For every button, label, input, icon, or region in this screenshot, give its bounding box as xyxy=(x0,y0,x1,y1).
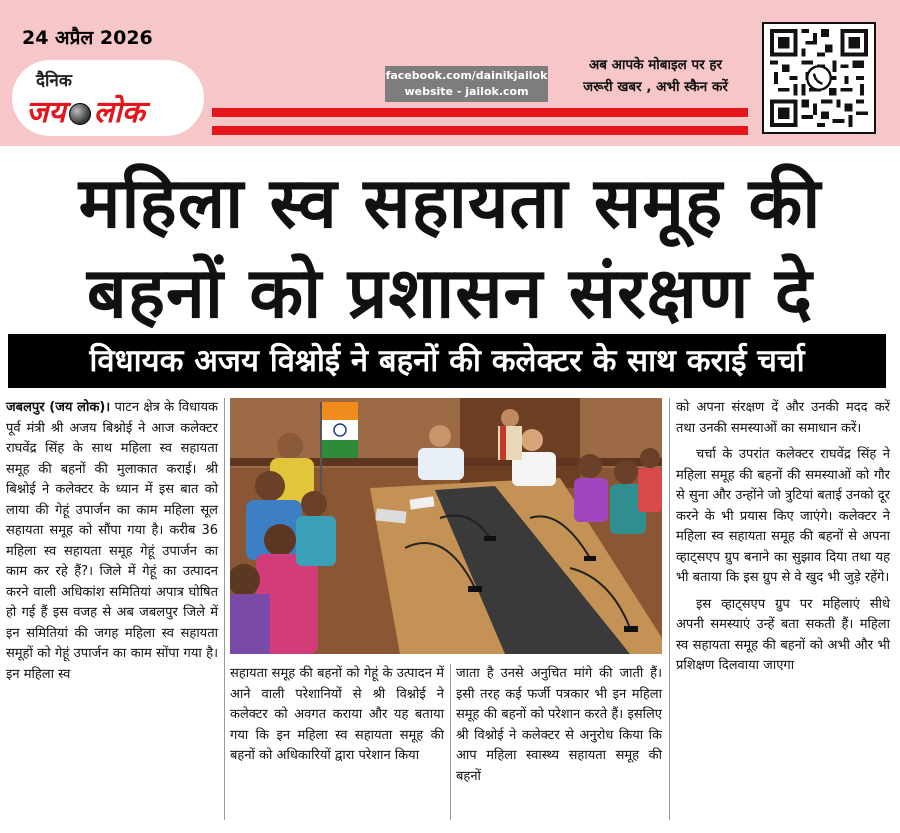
website-link[interactable]: website - jailok.com xyxy=(404,85,529,98)
globe-icon xyxy=(69,103,91,125)
qr-code-icon xyxy=(769,29,869,127)
article-text-mid-2: जाता है उनसे अनुचित मांगे की जाती हैं। इसी तरह कई फर्जी पत्रकार भी इन महिला समूह की बहनों को परेशान करते हैं। इसलिए श्री विश्नोई ने कलेक्टर से अनुरोध किया कि आप महिला स्वास्थ्य सहायता समूह की बहनों xyxy=(456,666,662,784)
promo-line-1: अब आपके मोबाइल पर हर xyxy=(588,57,723,73)
promo-line-2: जरूरी खबर , अभी स्कैन करें xyxy=(583,79,728,95)
masthead xyxy=(0,0,900,146)
logo-word-jay: जय xyxy=(26,95,66,130)
meeting-photo-image xyxy=(230,398,662,654)
issue-date: 24 अप्रैल 2026 xyxy=(22,27,153,49)
facebook-link[interactable]: facebook.com/dainikjailok xyxy=(385,69,548,82)
article-column-middle-2 xyxy=(456,664,662,787)
column-divider xyxy=(450,664,451,820)
column-divider xyxy=(669,398,670,820)
logo-word-lok: लोक xyxy=(93,95,145,130)
headline-line-1: महिला स्व सहायता समूह की xyxy=(78,162,822,244)
scan-promo xyxy=(558,54,753,98)
article-column-right xyxy=(676,398,890,677)
dateline: जबलपुर (जय लोक)। xyxy=(6,400,111,415)
article-text-right-1: को अपना संरक्षण दें और उनकी मदद करें तथा उनकी समस्याओं का समाधान करें। xyxy=(676,400,890,436)
newspaper-logo[interactable] xyxy=(12,60,204,136)
article-text-right-2: चर्चा के उपरांत कलेक्टर राघवेंद्र सिंह ने महिला समूह की बहनों की समस्याओं को गौर से सुना और उन्होंने जो त्रुटियां बताई उनको दूर करने के भी प्रयास किए जाएंगे। कलेक्टर ने महिला स्व सहायता समूह की बहनों से अपना व्हाट्सएप ग्रुप बनाने का सुझाव दिया तथा यह भी बताया कि इस ग्रुप से वे खुद भी जुड़े रहेंगे। xyxy=(676,447,890,585)
article-paragraph xyxy=(6,398,218,685)
article-text-left: पाटन क्षेत्र के विधायक पूर्व मंत्री श्री अजय बिश्नोई ने आज कलेक्टर राघवेंद्र सिंह के साथ महिला स्व सहायता समूह की बहनों की मुलाकात कराई। श्री बिश्नोई ने कलेक्टर के ध्यान में इस बात को लाया की गेहूं उपार्जन का काम महिला सूल सहायता समूह को सौंपा गया है। करीब 36 महिला स्व सहायता समूह गेहूं उपार्जन का काम कर रहे हैं?। जिले में गेहूं का उत्पादन करने वाली अधिकांश समितियां अपात्र घोषित हो गई हैं इस वजह से अब जबलपुर जिले में इन समितियां की जगह महिला स्व सहायता समूहों को गेहूं उपार्जन का काम सोंपा गया है। इन महिला स्व xyxy=(6,400,218,682)
article-text-mid-1: सहायता समूह की बहनों को गेहूं के उत्पादन में आने वाली परेशानियों से श्री विश्नोई ने कलेक्टर को अवगत कराया और यह बताया गया कि इन महिला स्व सहायता समूह की बहनों को अधिकारियों द्वारा परेशान किया xyxy=(230,666,444,763)
article-column-left xyxy=(6,398,218,685)
masthead-rule-bottom xyxy=(212,126,748,135)
masthead-rule-top xyxy=(212,108,748,117)
headline-line-2: बहनों को प्रशासन संरक्षण दे xyxy=(86,252,814,334)
headline xyxy=(0,158,900,338)
logo-name xyxy=(26,90,145,131)
social-links-box xyxy=(385,66,548,102)
qr-code[interactable] xyxy=(762,22,876,134)
meeting-photo xyxy=(230,398,662,654)
article-text-right-3: इस व्हाट्सएप ग्रुप पर महिलाएं सीधे अपनी समस्याएं उन्हें बता सकती हैं। महिला स्व सहायता समूह की बहनों को अभी और भी प्रशिक्षण दिलवाया जाएगा xyxy=(676,596,890,673)
logo-dainik-text: दैनिक xyxy=(36,71,72,91)
column-divider xyxy=(224,398,225,820)
article-column-middle-1 xyxy=(230,664,444,767)
subheadline-banner: विधायक अजय विश्नोई ने बहनों की कलेक्टर के साथ कराई चर्चा xyxy=(8,334,886,388)
